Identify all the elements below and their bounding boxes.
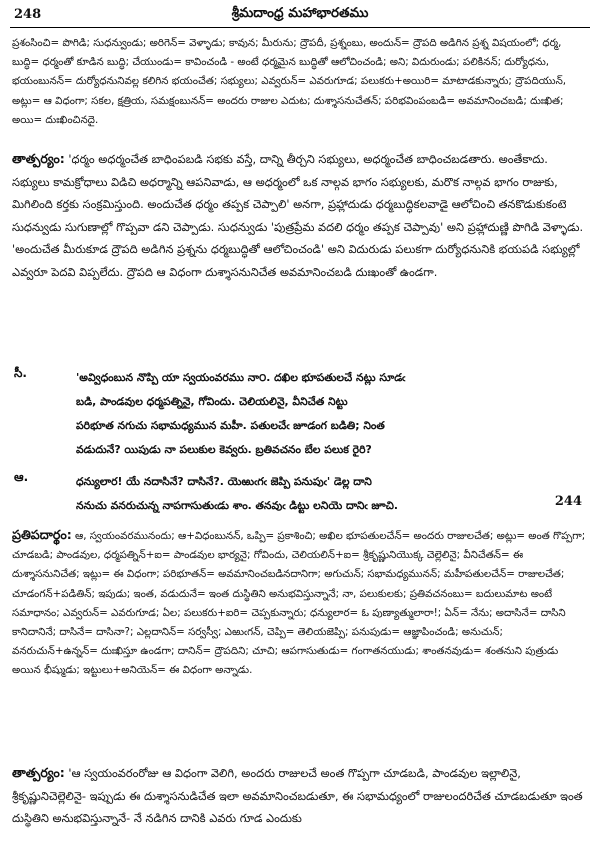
word-meaning-paragraph-1: ప్రశంసించి= పొగిడి; సుధన్వుండు; అరిగెన్= వెళ్ళాడు; కావున; మీరును; ద్రౌపదీ, ప్రశ్నంబు, అందున్= ద్రౌపది అడిగిన ప్రశ్న విషయంలో; ధర్మ, బుద్ధి= ధర్మంతో కూడిన బుద్ధి; చేయుండు= కావించండి - అంటే ధర్మమైన బుద్ధితో ఆలోచించండి; అని; విదురుండు; పలికినన్; దుర్యోధను, భయంబునన్= దుర్యోధనునివల్ల కలిగిన భయంచేత; సభ్యులు; ఎవ్వరున్= ఎవరుగూడ; పలుకరు+అయిరి= మాటాడకున్నారు; ద్రౌపదియున్, అట్లు= ఆ విధంగా; సకల, క్షత్రియ, సమక్షంబునన్= అందరు రాజుల ఎదుట; దుశ్శాసనుచేతన్; పరిభవింపంబడి= అవమానించబడి; దుఃఖిత; అయి= దుఃఖించినదై. — [12, 37, 567, 126]
header-rule — [10, 27, 590, 28]
verse-line: 'అవ్విధంబున నొప్పి యా స్వయంవరము నా౦. దఖిల భూపతులచే నట్లు సూడఁ — [76, 371, 406, 384]
commentary-paragraph-2 — [12, 762, 588, 830]
verse-lines — [76, 470, 532, 518]
verse-lines — [76, 366, 588, 462]
commentary-text: 'ధర్మం అధర్మంచేత బాధింపబడి సభకు వస్తే, దాన్ని తీర్చని సభ్యులు, అధర్మంచేత బాధించబడతారు. అంతేకాదు. సభ్యులు కామక్రోధాలు విడిచి అధర్మాన్ని ఆపనివాడు, ఆ అధర్మంలో ఒక నాల్గవ భాగం సభ్యులకు, మరొక నాల్గవ భాగం రాజుకు, మిగిలింది కర్తకు సంక్రమిస్తుంది. అందుచేత ధర్మం తప్పక చెప్పాలి' అనగా, ప్రహ్లాదుడు ధర్మబుద్ధికలవాడై ఆలోచించి తనకొడుకుకంటె సుధన్వుడు సుగుణాల్లో గొప్పవా డని చెప్పాడు. సుధన్వుడు 'పుత్రప్రేమ వదలి ధర్మం తప్పక చెప్పావు' అని ప్రహ్లాదుణ్ణి పొగిడి వెళ్ళాడు. 'అందుచేత మీరుకూడ ద్రౌపది అడిగిన ప్రశ్నను ధర్మబుద్ధితో ఆలోచించండి' అని విదురుడు పలుకగా దుర్యోధనునికి భయపడి సభ్యుల్లో ఎవ్వరూ పెదవి విప్పలేదు. ద్రౌపది ఆ విధంగా దుశ్శాసనునిచేత అవమానించబడి దుఃఖంతో ఉండగా. — [12, 152, 584, 279]
verse-line: ననుచు వనరుచున్న నాపగాసుతుఁడు శాం. తనవుఁ డిట్టు లనియె దానిఁ జూచి. — [76, 499, 398, 512]
word-meaning-text: ఆ, స్వయంవరమునందు; ఆ+విధంబునన్, ఒప్పి= ప్రకాశించి; అఖిల భూపతులచేన్= అందరు రాజులచేత; అట్లు= అంత గొప్పగా; చూడబడి; పాండవుల, ధర్మపత్నిన్+ఐ= పాండవుల భార్యనై; గోవిందు, చెలియలిన్+ఐ= శ్రీకృష్ణునియొక్క చెల్లెలినై; వీనిచేతన్= ఈ దుశ్శాసనునిచేత; ఇట్లు= ఈ విధంగా; పరిభూతన్= అవమానించబడినదానిగా; అగుచున్; సభామధ్యమునన్; మహీపతులచేన్= రాజులచేత; చూడంగన్+పడితిన్; ఇపుడు; ఇంత, వడుదునే= ఇంత దుస్థితిని అనుభవిస్తున్నానే; నా, పలుకులకు; ప్రతివచనంబు= బదులుమాట అంటే సమాధానం; ఎవ్వరున్= ఎవరుగూడ; ఏల; పలుకరు+ఐరి= చెప్పకున్నారు; ధన్యులార= ఓ పుణ్యాత్ములారా!; ఏన్= నేను; అదాసినే= దాసిని కానిదానినే; దాసినే= దాసినా?; ఎల్లదానిన్= సర్వస్వీ; ఎఱుఁగన్, చెప్పి= తెలియజెప్పి; పనుపుడు= ఆజ్ఞాపించండి; అనుచున్; వనరుచున్+ఉన్నన్= దుఃఖిస్తూ ఉండగా; దానిన్= ద్రౌపదిని; చూచి; ఆపగాసుతుడు= గంగాతనయుడు; శాంతనవుడు= శంతనుని పుత్రుడు అయిన భీష్ముడు; ఇట్టులు+అనియెన్= ఈ విధంగా అన్నాడు. — [12, 530, 586, 677]
commentary-text: 'ఆ స్వయంవరంరోజు ఆ విధంగా వెలిగి, అందరు రాజులచే అంత గొప్పగా చూడబడి, పాండవుల ఇల్లాలినై, శ్రీకృష్ణునిచెల్లెలినై- ఇప్పుడు ఈ దుశ్శాసనుడిచేత ఇలా అవమానించబడుతూ, ఈ సభామధ్యంలో రాజులందరిచేత చూడబడుతూ ఇంత దుస్థితిని అనుభవిస్తున్నానే- నే నడిగిన దానికి ఎవరు గూడ ఎందుకు — [12, 766, 583, 826]
verse-line: ధన్యులార! యే నదాసినే? దాసినే?. యెఱుఁగఁ జెప్పి పనుపుఁ' డెల్ల దాని — [76, 475, 372, 488]
commentary-label: తాత్పర్యం: — [12, 765, 65, 780]
verse-meter: సీ. — [14, 366, 27, 380]
word-meaning-paragraph-2 — [12, 525, 588, 681]
verse-line: బడి, పాండవుల ధర్మపత్నినై, గోవిందు. చెలియలినై, వీనిచేత నిట్టు — [76, 395, 348, 408]
verse-meter: ఆ. — [14, 470, 29, 484]
running-title: శ్రీమదాంధ్ర మహాభారతము — [231, 5, 369, 21]
commentary-paragraph-1 — [12, 148, 588, 284]
verse-number: 244 — [554, 494, 582, 509]
word-meaning-label: ప్రతిపదార్థం: — [12, 527, 72, 542]
verse-line: పరిభూత నగుచు సభామధ్యమున మహీ. పతులచేఁ జూడంగ బడితి; నింత — [76, 419, 385, 432]
commentary-label: తాత్పర్యం: — [12, 151, 65, 166]
verse-line: వడుదునే? యిపుడు నా పలుకుల కెవ్వరు. బ్రతివచనం బేల పలుక రైరి? — [76, 443, 372, 456]
page-number: 248 — [14, 7, 42, 22]
page-header — [12, 4, 588, 26]
